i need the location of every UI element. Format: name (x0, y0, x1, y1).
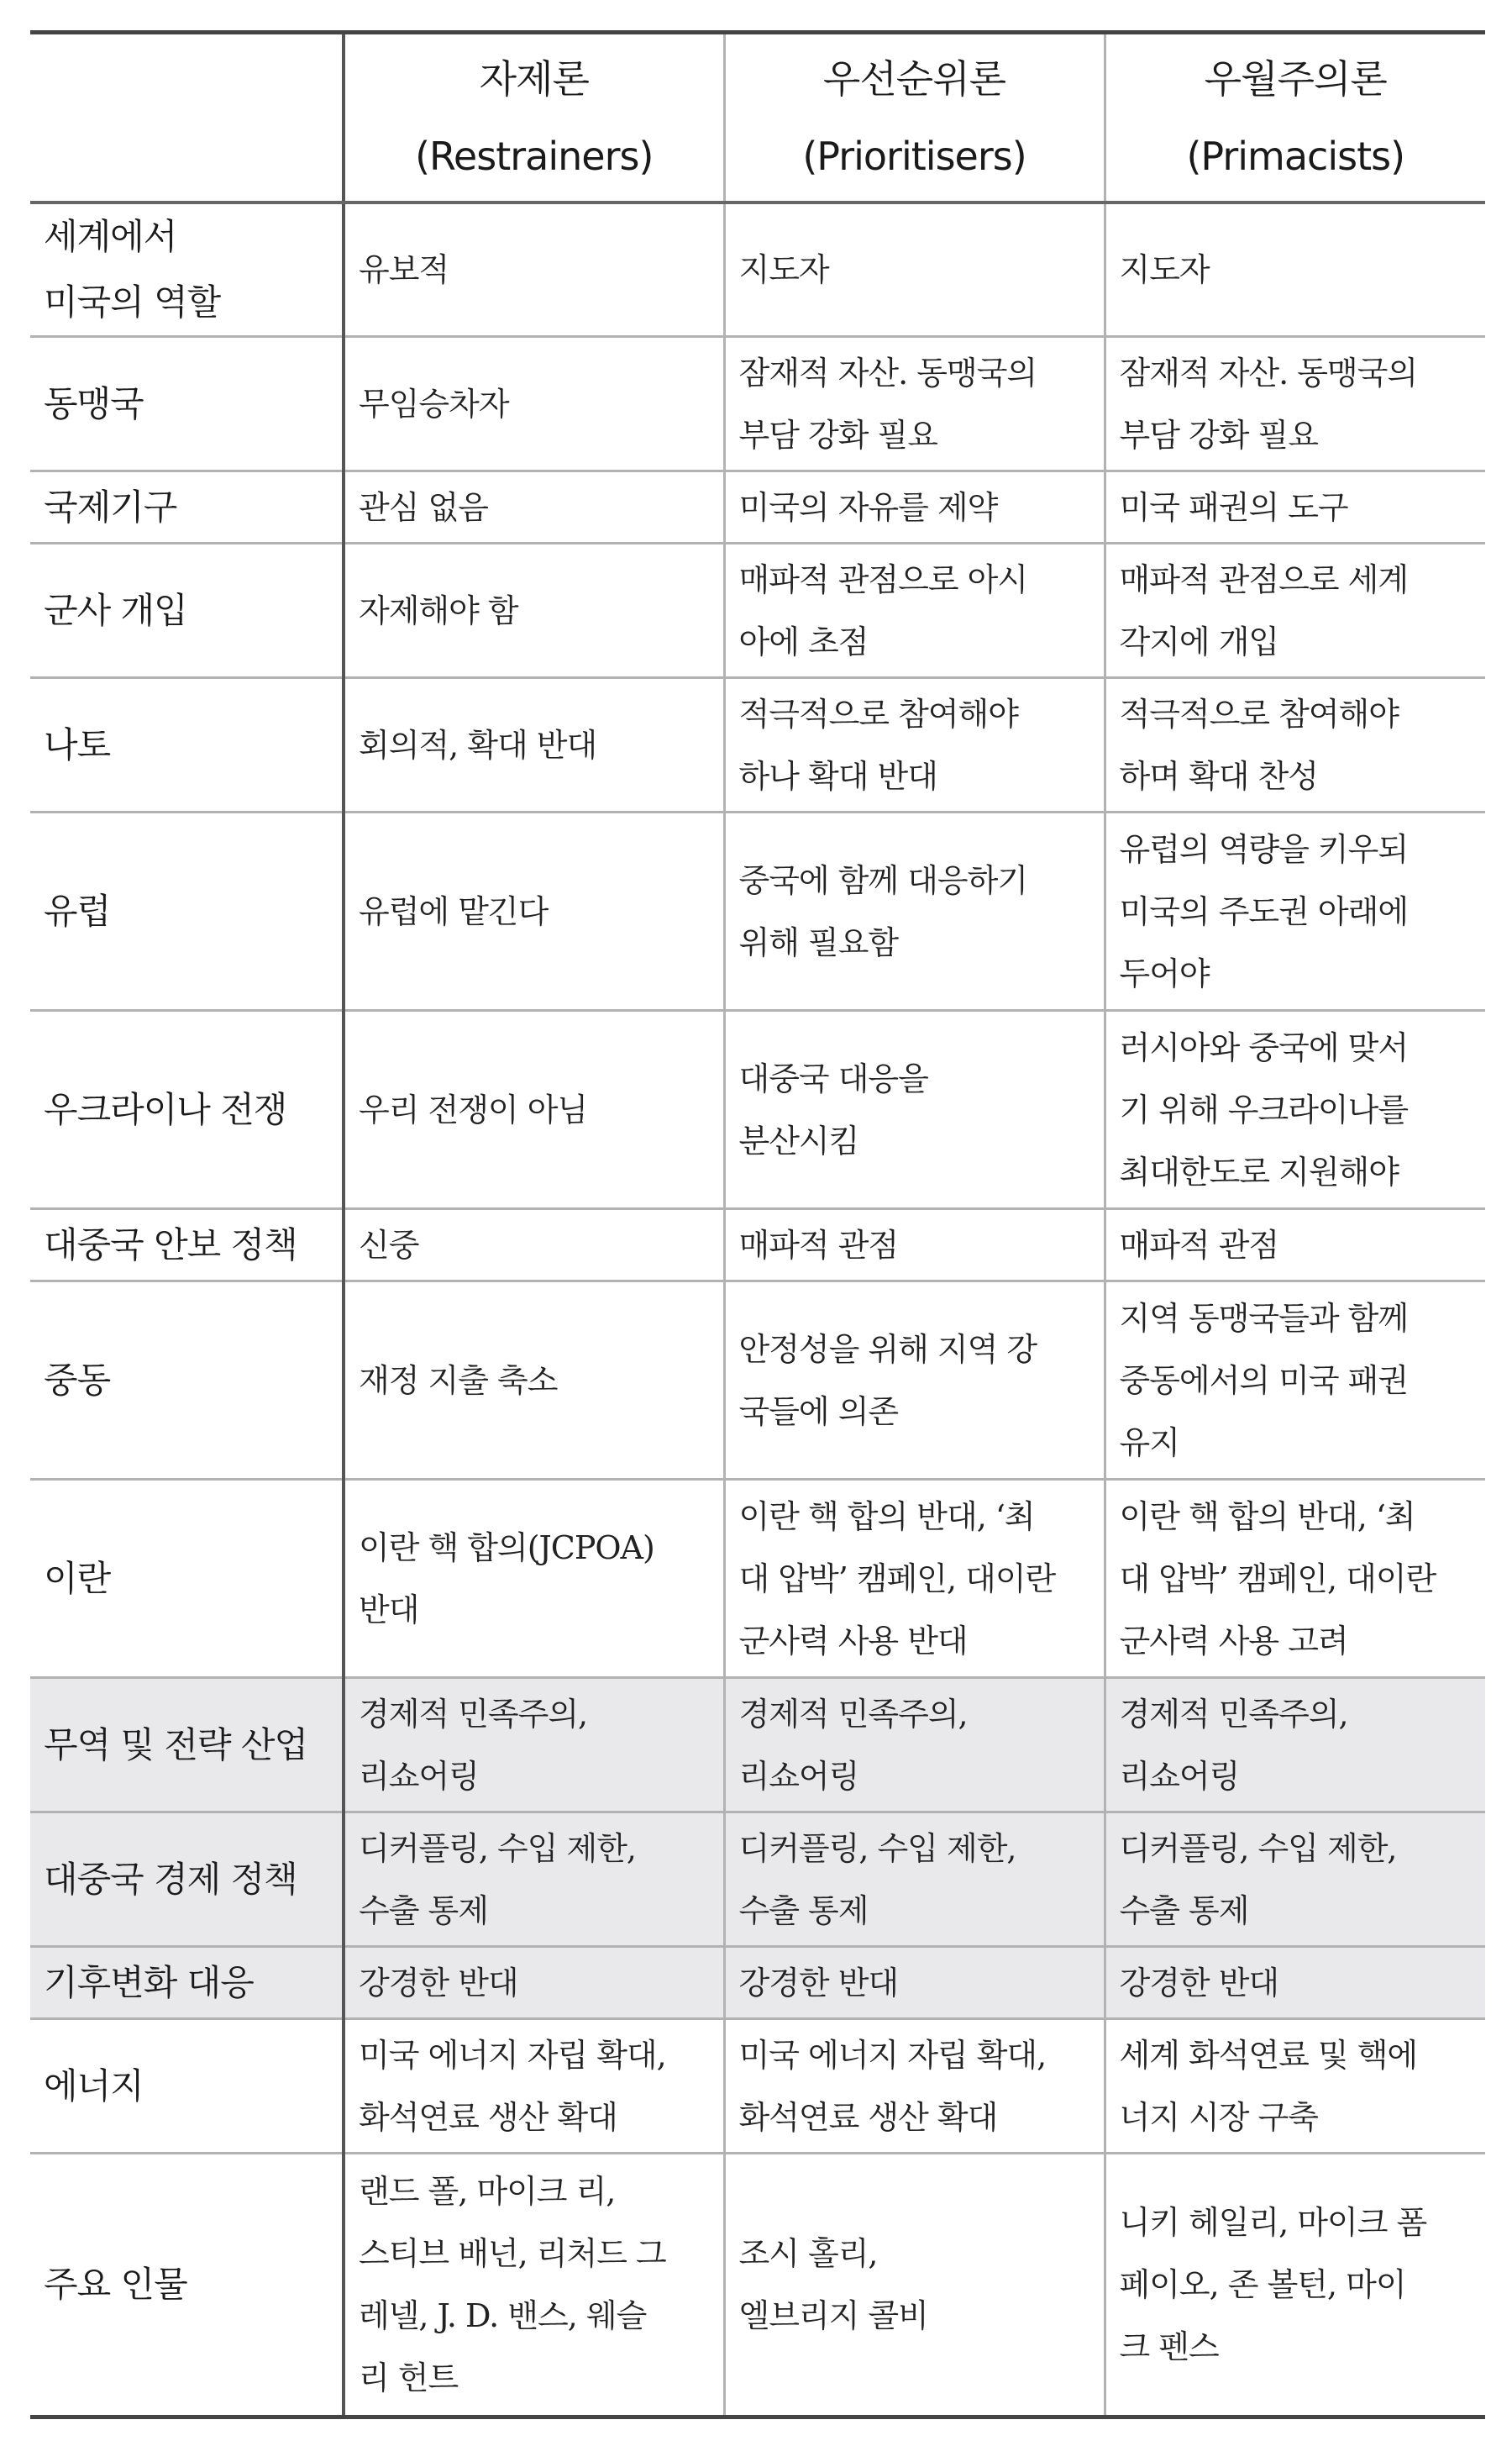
header-english: (Prioritisers) (802, 133, 1026, 179)
table-row (30, 2019, 1485, 2154)
table-row (30, 203, 1485, 337)
row-label: 동맹국 (30, 337, 344, 471)
row-label: 유럽 (30, 813, 344, 1011)
table-cell: 지역 동맹국들과 함께 중동에서의 미국 패권 유지 (1105, 1281, 1485, 1480)
table-cell: 미국 패권의 도구 (1105, 471, 1485, 544)
table-row (30, 1678, 1485, 1812)
row-label: 기후변화 대응 (30, 1947, 344, 2019)
table-body (30, 203, 1485, 2417)
table-cell: 강경한 반대 (724, 1947, 1105, 2019)
table-cell: 경제적 민족주의, 리쇼어링 (1105, 1678, 1485, 1812)
row-label: 우크라이나 전쟁 (30, 1011, 344, 1209)
table-cell: 미국 에너지 자립 확대, 화석연료 생산 확대 (344, 2019, 724, 2154)
header-blank (30, 33, 344, 203)
table-row (30, 1281, 1485, 1480)
table-cell: 유럽의 역량을 키우되 미국의 주도권 아래에 두어야 (1105, 813, 1485, 1011)
header-name: 우선순위론 (822, 55, 1006, 102)
table-cell: 경제적 민족주의, 리쇼어링 (724, 1678, 1105, 1812)
table-cell: 자제해야 함 (344, 544, 724, 678)
table-row (30, 678, 1485, 813)
header-name: 자제론 (479, 55, 589, 102)
table-cell: 유럽에 맡긴다 (344, 813, 724, 1011)
table-cell: 랜드 폴, 마이크 리, 스티브 배넌, 리처드 그 레넬, J. D. 밴스, 웨슬 리 헌트 (344, 2154, 724, 2417)
table-cell: 경제적 민족주의, 리쇼어링 (344, 1678, 724, 1812)
table-row (30, 1812, 1485, 1947)
table-row (30, 1480, 1485, 1678)
table-cell: 디커플링, 수입 제한, 수출 통제 (1105, 1812, 1485, 1947)
table-row (30, 1011, 1485, 1209)
table-cell: 유보적 (344, 203, 724, 337)
table-cell: 매파적 관점 (724, 1209, 1105, 1281)
header-row (30, 33, 1485, 203)
table-cell: 신중 (344, 1209, 724, 1281)
row-label: 이란 (30, 1480, 344, 1678)
table-cell: 니키 헤일리, 마이크 폼 페이오, 존 볼턴, 마이 크 펜스 (1105, 2154, 1485, 2417)
header-english: (Primacists) (1186, 133, 1405, 179)
table-cell: 매파적 관점 (1105, 1209, 1485, 1281)
row-label: 대중국 안보 정책 (30, 1209, 344, 1281)
table-row (30, 544, 1485, 678)
row-label: 국제기구 (30, 471, 344, 544)
table-cell: 안정성을 위해 지역 강 국들에 의존 (724, 1281, 1105, 1480)
table-cell: 회의적, 확대 반대 (344, 678, 724, 813)
table-cell: 잠재적 자산. 동맹국의 부담 강화 필요 (724, 337, 1105, 471)
table-cell: 중국에 함께 대응하기 위해 필요함 (724, 813, 1105, 1011)
header-primacists (1105, 33, 1485, 203)
table-cell: 디커플링, 수입 제한, 수출 통제 (344, 1812, 724, 1947)
table-cell: 적극적으로 참여해야 하며 확대 찬성 (1105, 678, 1485, 813)
table-cell: 무임승차자 (344, 337, 724, 471)
table-cell: 이란 핵 합의(JCPOA) 반대 (344, 1480, 724, 1678)
table-cell: 강경한 반대 (344, 1947, 724, 2019)
table-cell: 조시 홀리, 엘브리지 콜비 (724, 2154, 1105, 2417)
table-cell: 대중국 대응을 분산시킴 (724, 1011, 1105, 1209)
header-english: (Restrainers) (415, 133, 654, 179)
table-cell: 강경한 반대 (1105, 1947, 1485, 2019)
table-cell: 이란 핵 합의 반대, ‘최 대 압박’ 캠페인, 대이란 군사력 사용 고려 (1105, 1480, 1485, 1678)
table-row (30, 1209, 1485, 1281)
table-cell: 세계 화석연료 및 핵에 너지 시장 구축 (1105, 2019, 1485, 2154)
table-cell: 미국의 자유를 제약 (724, 471, 1105, 544)
header-name: 우월주의론 (1204, 55, 1387, 102)
row-label: 나토 (30, 678, 344, 813)
table-cell: 러시아와 중국에 맞서 기 위해 우크라이나를 최대한도로 지원해야 (1105, 1011, 1485, 1209)
row-label: 중동 (30, 1281, 344, 1480)
table-cell: 지도자 (1105, 203, 1485, 337)
header-restrainers (344, 33, 724, 203)
table-cell: 디커플링, 수입 제한, 수출 통제 (724, 1812, 1105, 1947)
table-cell: 적극적으로 참여해야 하나 확대 반대 (724, 678, 1105, 813)
table-cell: 매파적 관점으로 아시 아에 초점 (724, 544, 1105, 678)
row-label: 세계에서 미국의 역할 (30, 203, 344, 337)
table-cell: 미국 에너지 자립 확대, 화석연료 생산 확대 (724, 2019, 1105, 2154)
table-cell: 이란 핵 합의 반대, ‘최 대 압박’ 캠페인, 대이란 군사력 사용 반대 (724, 1480, 1105, 1678)
table-cell: 지도자 (724, 203, 1105, 337)
table-row (30, 471, 1485, 544)
table-row (30, 813, 1485, 1011)
table-cell: 잠재적 자산. 동맹국의 부담 강화 필요 (1105, 337, 1485, 471)
row-label: 주요 인물 (30, 2154, 344, 2417)
table-row (30, 2154, 1485, 2417)
row-label: 에너지 (30, 2019, 344, 2154)
table-row (30, 337, 1485, 471)
table-cell: 관심 없음 (344, 471, 724, 544)
row-label: 무역 및 전략 산업 (30, 1678, 344, 1812)
table-cell: 매파적 관점으로 세계 각지에 개입 (1105, 544, 1485, 678)
row-label: 군사 개입 (30, 544, 344, 678)
table-cell: 우리 전쟁이 아님 (344, 1011, 724, 1209)
comparison-table (30, 30, 1485, 2419)
row-label: 대중국 경제 정책 (30, 1812, 344, 1947)
table-cell: 재정 지출 축소 (344, 1281, 724, 1480)
header-prioritisers (724, 33, 1105, 203)
table-row (30, 1947, 1485, 2019)
